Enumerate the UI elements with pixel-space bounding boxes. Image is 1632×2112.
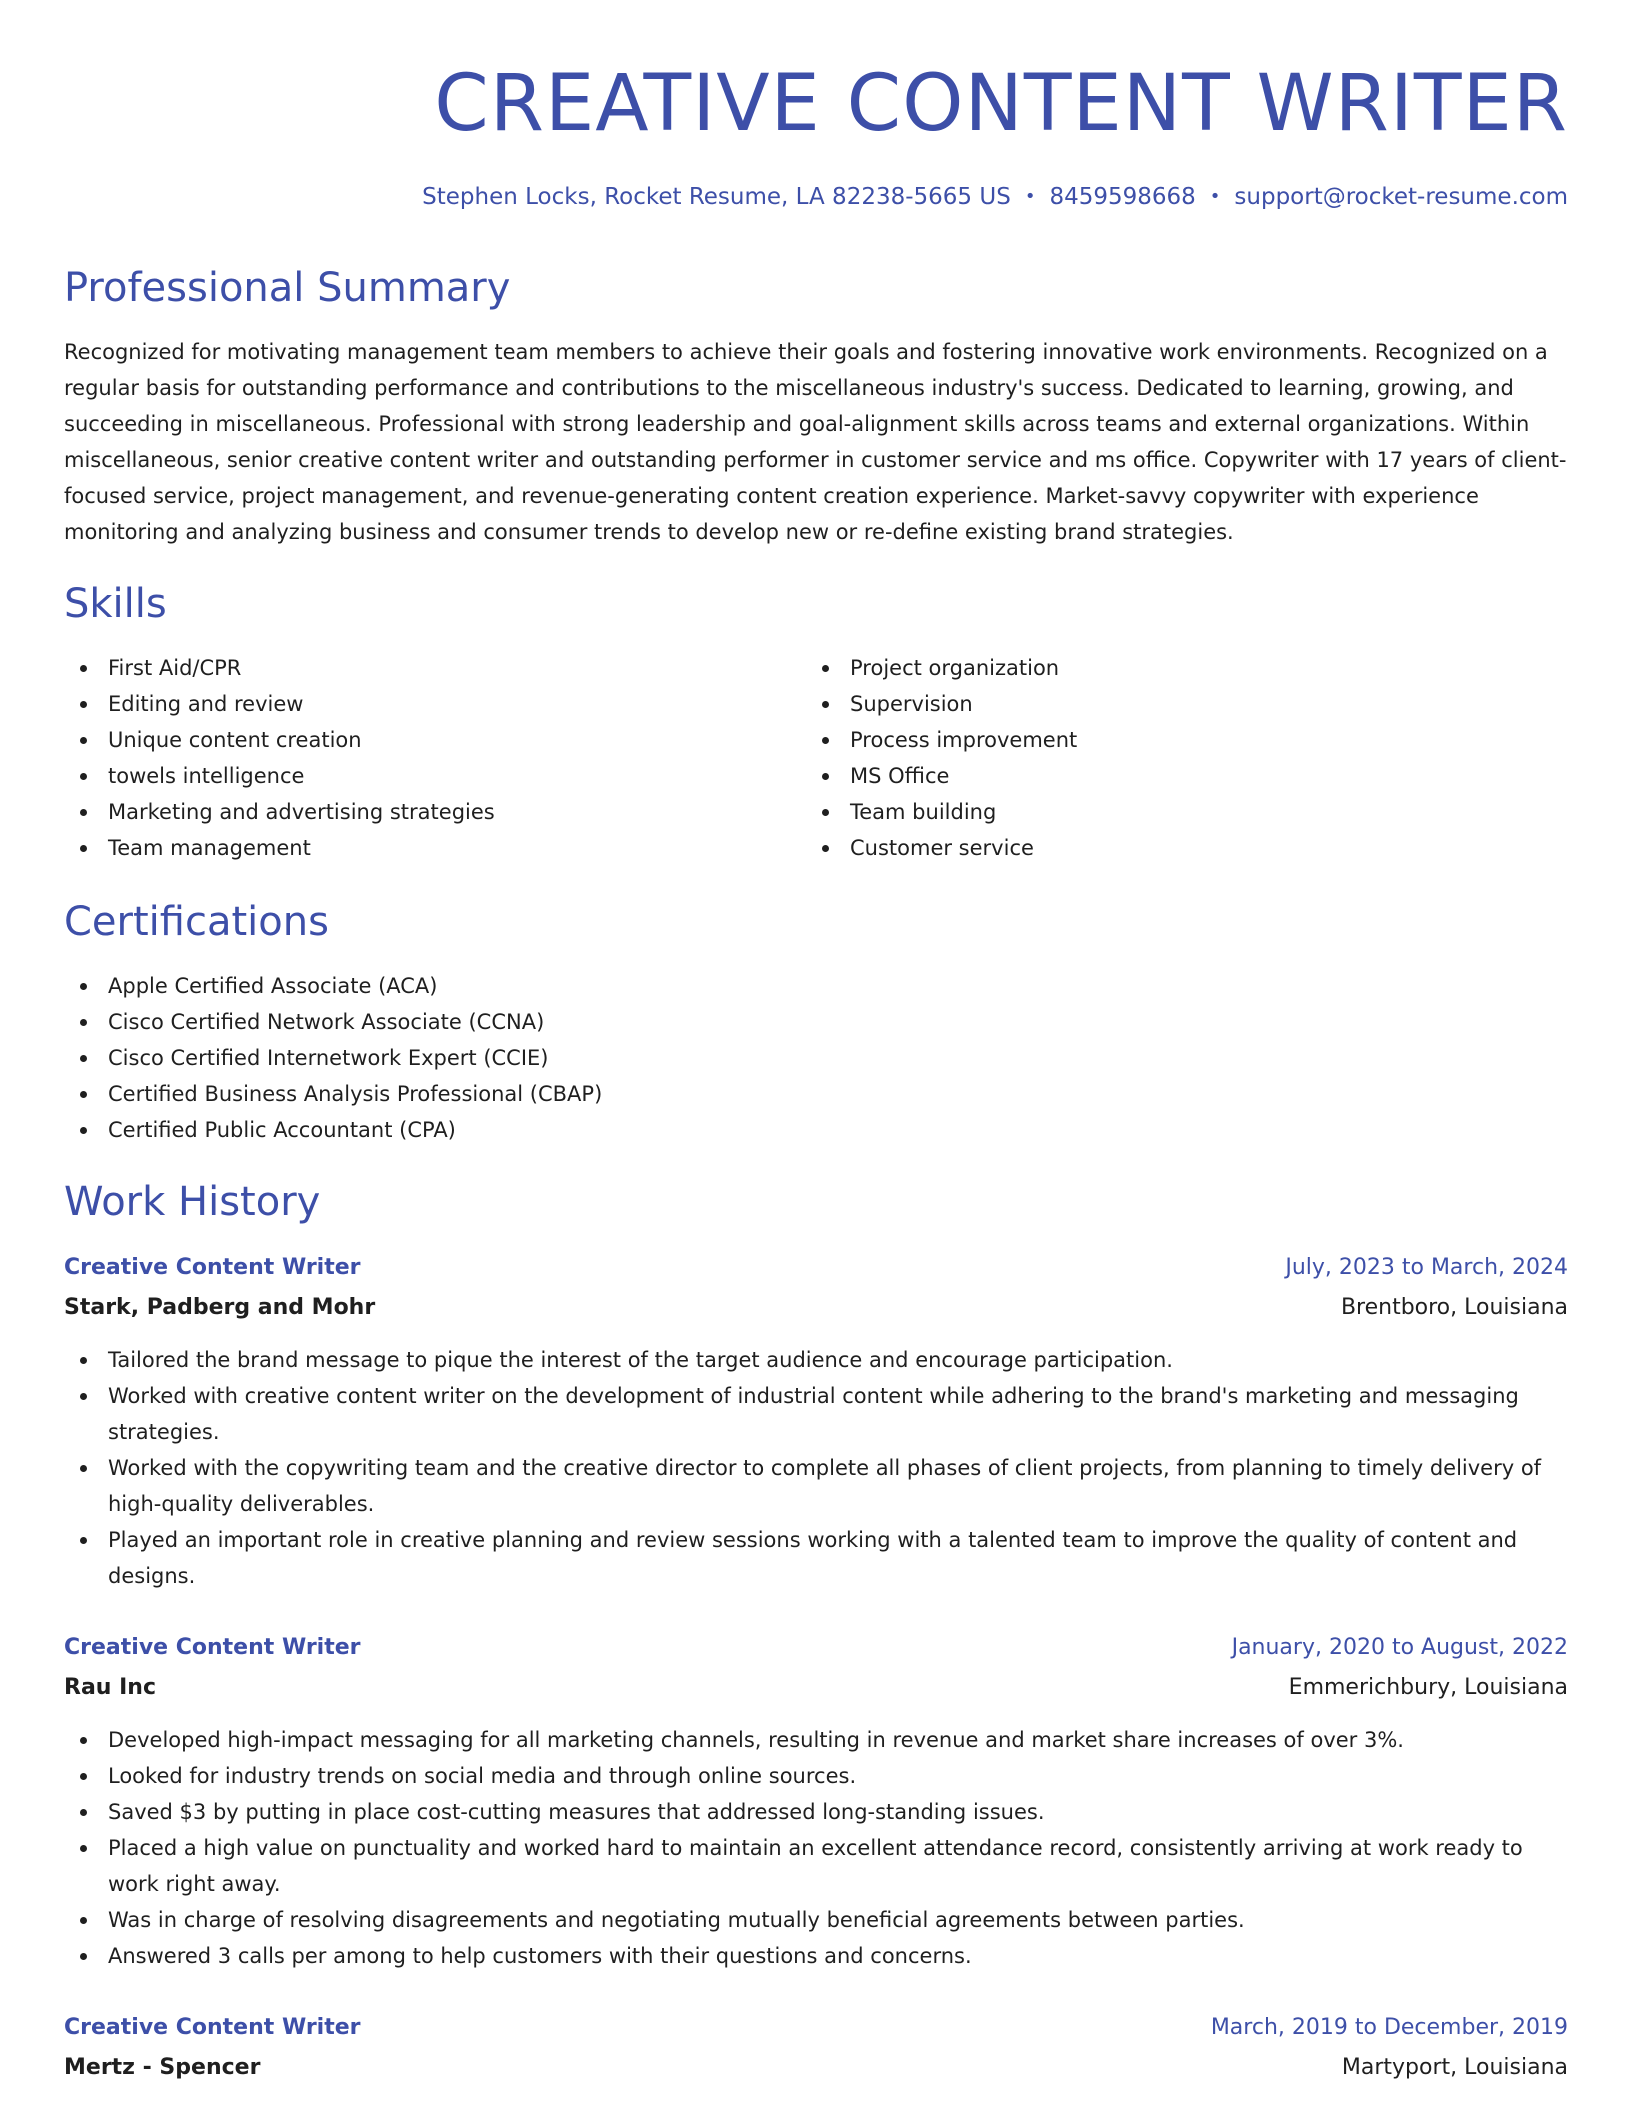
job-company: Rau Inc	[64, 1675, 156, 1700]
job-bullet: Developed high-impact messaging for all marketing channels, resulting in revenue and market share increases of over 3%.	[64, 1722, 1568, 1758]
job-dates: January, 2020 to August, 2022	[1231, 1635, 1568, 1660]
contact-separator: •	[1209, 186, 1221, 207]
resume-title: CREATIVE CONTENT WRITER	[434, 59, 1568, 149]
skill-item: towels intelligence	[64, 758, 495, 794]
job-dates: July, 2023 to March, 2024	[1285, 1255, 1568, 1280]
job-bullet: Saved $3 by putting in place cost-cutting measures that addressed long-standing issues.	[64, 1794, 1568, 1830]
contact-email: support@rocket-resume.com	[1234, 184, 1568, 210]
skill-item: Supervision	[806, 686, 1077, 722]
job-bullet: Tailored the brand message to pique the interest of the target audience and encourage participation.	[64, 1342, 1568, 1378]
job-bullet: Placed a high value on punctuality and worked hard to maintain an excellent attendance record, consistently arriving at work ready to work right away.	[64, 1830, 1568, 1902]
summary-text: Recognized for motivating management team members to achieve their goals and fostering innovative work environments. Recognized on a regular basis for outstanding performance and contributions to the miscellaneous industry's success. Dedicated to learning, growing, and succeeding in miscellaneous. Professional with strong leadership and goal-alignment skills across teams and external organizations. Within miscellaneous, senior creative content writer and outstanding performer in customer service and ms office. Copywriter with 17 years of client-focused service, project management, and revenue-generating content creation experience. Market-savvy copywriter with experience monitoring and analyzing business and consumer trends to develop new or re-define existing brand strategies.	[64, 340, 1567, 544]
job-entry	[64, 1250, 1568, 1594]
skill-item: Team management	[64, 830, 495, 866]
certification-item: Cisco Certified Internetwork Expert (CCIE)	[64, 1040, 602, 1076]
work-history-heading: Work History	[64, 1179, 321, 1225]
certification-item: Apple Certified Associate (ACA)	[64, 968, 602, 1004]
job-bullet: Was in charge of resolving disagreements and negotiating mutually beneficial agreements between parties.	[64, 1902, 1568, 1938]
contact-phone: 8459598668	[1049, 184, 1196, 210]
skill-item: Marketing and advertising strategies	[64, 794, 495, 830]
job-bullet: Worked with creative content writer on the development of industrial content while adhering to the brand's marketing and messaging strategies.	[64, 1378, 1568, 1450]
certification-item: Cisco Certified Network Associate (CCNA)	[64, 1004, 602, 1040]
contact-line	[422, 180, 1568, 216]
job-bullet: Played an important role in creative planning and review sessions working with a talented team to improve the quality of content and designs.	[64, 1522, 1568, 1594]
job-entry	[64, 1630, 1568, 1974]
skill-item: Process improvement	[806, 722, 1077, 758]
job-title: Creative Content Writer	[64, 2015, 361, 2040]
skills-list-right	[806, 650, 1077, 866]
skills-list-left	[64, 650, 495, 866]
job-location: Emmerichbury, Louisiana	[1288, 1675, 1568, 1700]
certifications-heading: Certifications	[64, 899, 329, 945]
summary-heading: Professional Summary	[64, 265, 511, 311]
job-company: Mertz - Spencer	[64, 2055, 261, 2080]
contact-address: Stephen Locks, Rocket Resume, LA 82238-5665 US	[422, 184, 1011, 210]
certification-item: Certified Public Accountant (CPA)	[64, 1112, 602, 1148]
skill-item: Team building	[806, 794, 1077, 830]
skill-item: Project organization	[806, 650, 1077, 686]
skills-heading: Skills	[64, 581, 167, 627]
skill-item: First Aid/CPR	[64, 650, 495, 686]
job-location: Martyport, Louisiana	[1341, 2055, 1568, 2080]
job-bullets	[64, 1722, 1568, 1974]
certifications-list	[64, 968, 602, 1148]
skill-item: MS Office	[806, 758, 1077, 794]
skill-item: Unique content creation	[64, 722, 495, 758]
job-bullet: Looked for industry trends on social media and through online sources.	[64, 1758, 1568, 1794]
skill-item: Editing and review	[64, 686, 495, 722]
job-bullets	[64, 1342, 1568, 1594]
job-company: Stark, Padberg and Mohr	[64, 1295, 376, 1320]
certification-item: Certified Business Analysis Professional (CBAP)	[64, 1076, 602, 1112]
job-location: Brentboro, Louisiana	[1340, 1295, 1568, 1320]
job-dates: March, 2019 to December, 2019	[1210, 2015, 1568, 2040]
job-entry	[64, 2010, 1568, 2090]
job-bullet: Answered 3 calls per among to help customers with their questions and concerns.	[64, 1938, 1568, 1974]
skill-item: Customer service	[806, 830, 1077, 866]
job-title: Creative Content Writer	[64, 1635, 361, 1660]
contact-separator: •	[1024, 186, 1036, 207]
job-bullet: Worked with the copywriting team and the creative director to complete all phases of client projects, from planning to timely delivery of high-quality deliverables.	[64, 1450, 1568, 1522]
job-title: Creative Content Writer	[64, 1255, 361, 1280]
